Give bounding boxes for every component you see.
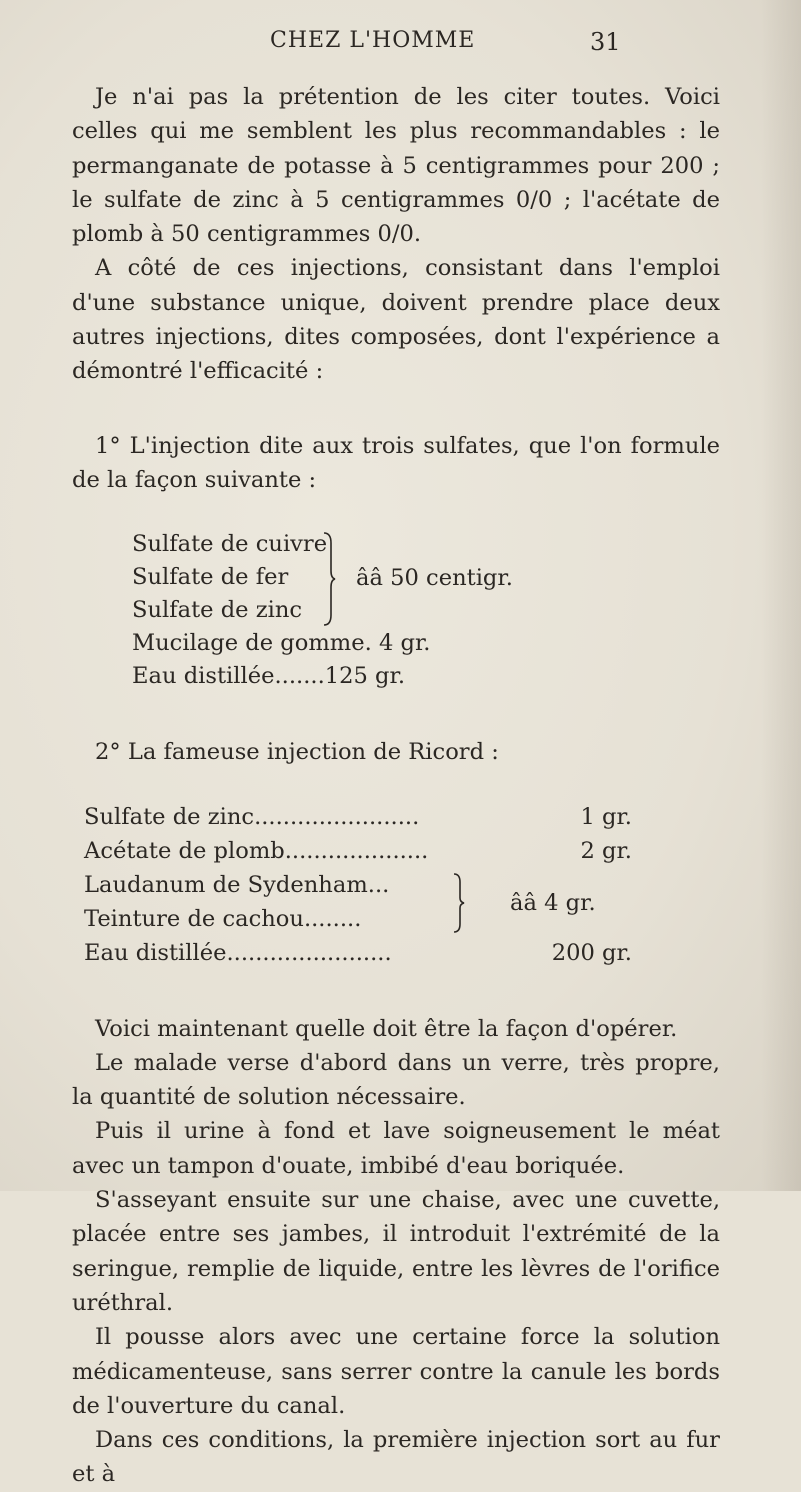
- ingredient-zinc-sulfate: Sulfate de zinc: [132, 597, 303, 624]
- paragraph-3: Voici maintenant quelle doit être la façon d'opérer.: [95, 1015, 678, 1042]
- ingredient-amount: 2 gr.: [580, 837, 632, 864]
- ingredient-name: Sulfate de zinc.......................: [84, 803, 420, 830]
- ingredient-name: Acétate de plomb....................: [84, 837, 429, 864]
- paragraph-4: Le malade verse d'abord dans un verre, très propre, la quantité de solution nécessaire.: [72, 1049, 720, 1111]
- ingredient-distilled-water: Eau distillée.......125 gr.: [132, 663, 406, 690]
- ingredient-gum-mucilage: Mucilage de gomme. 4 gr.: [132, 630, 431, 657]
- formula-three-sulfates: [132, 527, 720, 695]
- formula-row: [84, 936, 632, 970]
- page-number: 31: [590, 28, 621, 56]
- paragraph-1: Je n'ai pas la prétention de les citer toutes. Voici celles qui me semblent les plus recommandables : le permanganate de potasse à 5 centigrammes pour 200 ; le sulfate de zinc à 5 centigrammes 0/0 ; l'acétate de plomb à 50 centigrammes 0/0.: [72, 84, 720, 248]
- paragraph-5: Puis il urine à fond et lave soigneusement le méat avec un tampon d'ouate, imbibé d'eau boriquée.: [72, 1118, 720, 1179]
- shared-quantity: ââ 50 centigr.: [356, 565, 513, 592]
- ingredient-amount: 200 gr.: [551, 939, 632, 966]
- ingredient-amount: 1 gr.: [580, 803, 632, 830]
- formula-2-heading: 2° La fameuse injection de Ricord :: [95, 739, 499, 766]
- paragraph-7: Il pousse alors avec une certaine force la solution médicamenteuse, sans serrer contre la canule les bords de l'ouverture du canal.: [72, 1324, 720, 1419]
- ingredient-copper-sulfate: Sulfate de cuivre: [132, 531, 328, 558]
- right-brace-icon: [322, 531, 336, 627]
- formula-1-heading: 1° L'injection dite aux trois sulfates, que l'on formule de la façon suivante :: [72, 432, 720, 493]
- ingredient-name: Eau distillée.......................: [84, 939, 392, 966]
- paragraph-8: Dans ces conditions, la première injection sort au fur et à: [72, 1427, 720, 1488]
- paragraph-6: S'asseyant ensuite sur une chaise, avec une cuvette, placée entre ses jambes, il introduit l'extrémité de la seringue, remplie de liquide, entre les lèvres de l'orifice uréthral.: [72, 1187, 720, 1316]
- right-brace-icon: [452, 872, 466, 934]
- ingredient-name: Laudanum de Sydenham...: [84, 871, 390, 898]
- paragraph-2: A côté de ces injections, consistant dans l'emploi d'une substance unique, doivent prendre place deux autres injections, dites composées, dont l'expérience a démontré l'efficacité :: [72, 255, 720, 385]
- page-body: [72, 80, 720, 1492]
- formula-row: [84, 800, 632, 834]
- ingredient-name: Teinture de cachou........: [84, 905, 362, 932]
- shared-quantity: ââ 4 gr.: [510, 889, 596, 916]
- formula-row: [84, 834, 632, 868]
- running-title: CHEZ L'HOMME: [270, 28, 476, 53]
- formula-ricord: [84, 800, 720, 972]
- ingredient-iron-sulfate: Sulfate de fer: [132, 564, 289, 591]
- page-header: [0, 24, 801, 64]
